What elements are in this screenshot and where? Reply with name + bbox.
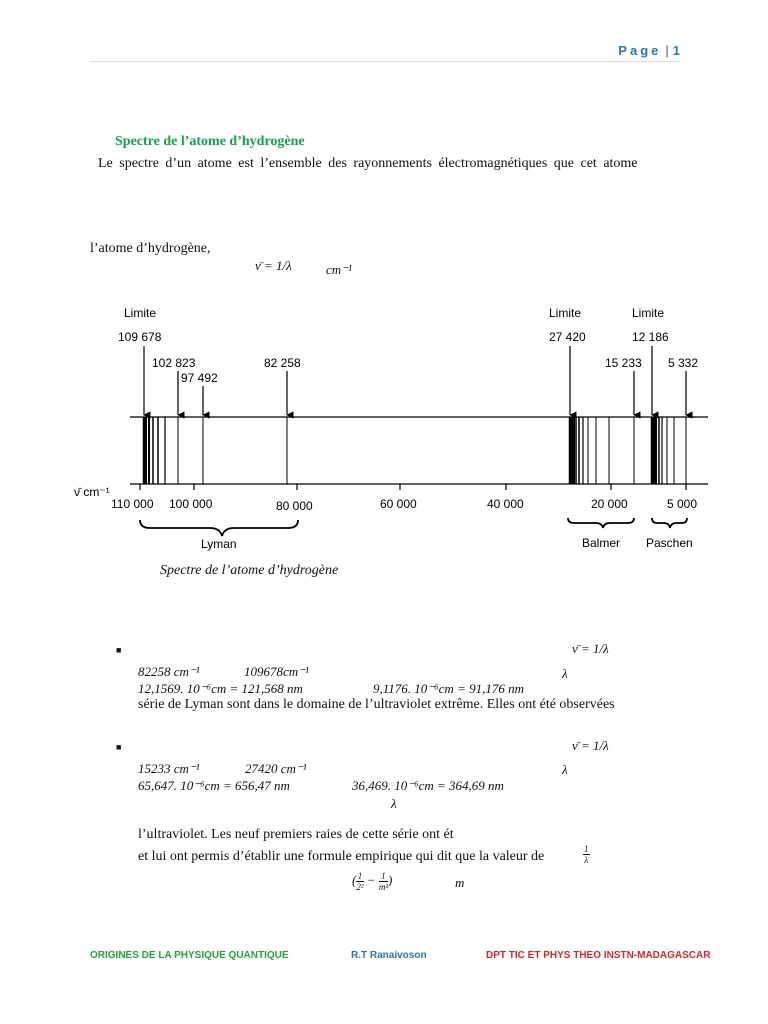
footer-author: R.T Ranaivoson <box>351 950 427 961</box>
lyman-description: série de Lyman sont dans le domaine de l’ultraviolet extrême. Elles ont été observées <box>138 697 615 712</box>
balmer-formula: ν̄ = 1/λ <box>572 738 609 753</box>
bullet-icon: ■ <box>116 742 122 752</box>
atom-line: l’atome d’hydrogène, <box>90 241 211 256</box>
hydrogen-spectrum-figure <box>60 298 720 558</box>
tick-110000: 110 000 <box>111 497 154 511</box>
page-header: Page | 1 <box>618 43 680 58</box>
balmer-brace <box>568 518 634 528</box>
bullet-icon: ■ <box>116 645 122 655</box>
balmer-lambda-min: 36,469. 10⁻⁶cm = 364,69 nm <box>352 778 504 793</box>
balmer-description: l’ultraviolet. Les neuf premiers raies de cette série ont ét <box>138 827 454 842</box>
limite-paschen-label: Limite <box>632 306 665 320</box>
paschen-brace <box>652 518 687 528</box>
wavenumber-formula: ν̄ = 1/λ <box>255 258 292 273</box>
section-title: Spectre de l’atome d’hydrogène <box>115 134 305 149</box>
label-109678: 109 678 <box>118 330 162 344</box>
label-15233: 15 233 <box>605 356 642 370</box>
page-label: Page <box>618 43 662 58</box>
label-5332: 5 332 <box>668 356 699 370</box>
axis-ticks <box>140 484 686 490</box>
lyman-lambda: λ <box>562 666 568 681</box>
balmer-value-27420: 27420 cm⁻¹ <box>245 761 307 776</box>
lyman-lambda-min: 9,1176. 10⁻⁶cm = 91,176 nm <box>373 681 524 696</box>
balmer-m-variable: m <box>455 875 465 890</box>
tick-60000: 60 000 <box>380 497 417 511</box>
inverse-lambda-fraction: $\frac{1}{\lambda}$ <box>584 844 589 865</box>
label-27420: 27 420 <box>549 330 586 344</box>
tick-20000: 20 000 <box>591 497 628 511</box>
paschen-label: Paschen <box>646 536 693 550</box>
lyman-value-82258: 82258 cm⁻¹ <box>138 664 200 679</box>
lyman-lines <box>144 417 287 484</box>
lyman-value-109678: 109678cm⁻¹ <box>244 664 309 679</box>
limite-balmer-label: Limite <box>549 306 582 320</box>
intro-text: Le spectre d’un atome est l’ensemble des rayonnements électromagnétiques que cet atome <box>98 156 638 171</box>
balmer-lines <box>570 417 634 484</box>
tick-80000: 80 000 <box>276 499 313 513</box>
balmer-lambda: λ <box>562 762 568 777</box>
tick-5000: 5 000 <box>667 497 698 511</box>
label-97492: 97 492 <box>181 371 218 385</box>
balmer-lambda-2: λ <box>391 796 397 811</box>
lyman-label: Lyman <box>201 537 237 551</box>
tick-40000: 40 000 <box>487 497 524 511</box>
tick-100000: 100 000 <box>169 497 213 511</box>
balmer-value-15233: 15233 cm⁻¹ <box>138 761 200 776</box>
balmer-lambda-max: 65,647. 10⁻⁶cm = 656,47 nm <box>138 778 290 793</box>
label-102823: 102 823 <box>152 356 196 370</box>
footer-department: DPT TIC ET PHYS THEO INSTN-MADAGASCAR <box>486 950 711 961</box>
axis-label: ν̄ cm⁻¹ <box>74 485 110 499</box>
label-12186: 12 186 <box>632 330 669 344</box>
lyman-lambda-max: 12,1569. 10⁻⁶cm = 121,568 nm <box>138 681 303 696</box>
figure-caption: Spectre de l’atome d’hydrogène <box>160 563 339 578</box>
balmer-formula-intro: et lui ont permis d’établir une formule empirique qui dit que la valeur de <box>138 849 545 864</box>
balmer-label: Balmer <box>582 536 621 550</box>
label-82258: 82 258 <box>264 356 301 370</box>
footer-course-title: ORIGINES DE LA PHYSIQUE QUANTIQUE <box>90 950 289 961</box>
header-divider <box>90 61 680 62</box>
balmer-empirical-formula: ( $\frac{1}{\text{2²}}$ − $\frac{1}{\text{m²}}$ ) <box>352 871 393 892</box>
limite-lyman-label: Limite <box>124 306 157 320</box>
lyman-formula: ν̄ = 1/λ <box>572 641 609 656</box>
lyman-brace <box>140 520 298 536</box>
page-number: 1 <box>672 43 680 58</box>
paschen-lines <box>652 417 686 484</box>
wavenumber-unit: cm⁻¹ <box>326 262 352 277</box>
